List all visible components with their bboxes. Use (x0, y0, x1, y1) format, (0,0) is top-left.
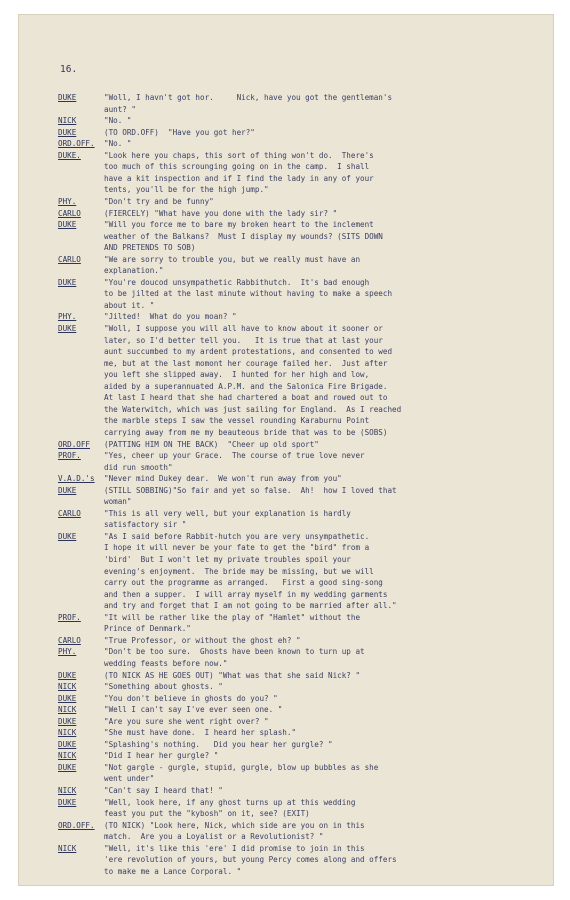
dialogue-text: "Will you force me to bare my broken heart to the inclement (104, 220, 374, 230)
dialogue-text: later, so I'd better tell you. It is true that at last your (104, 335, 383, 345)
dialogue-text: "No. " (104, 116, 132, 126)
dialogue-text: "No. " (104, 139, 132, 149)
speaker-name: PROF. (58, 612, 81, 622)
speaker-name: DUKE (58, 797, 77, 807)
script-line (18, 311, 554, 322)
script-line (18, 554, 554, 565)
dialogue-text: wedding feasts before now." (104, 658, 228, 668)
speaker-name: V.A.D.'s (58, 474, 95, 484)
dialogue-text: "Are you sure she went right over? " (104, 716, 269, 726)
script-line (18, 797, 554, 808)
script-line (18, 138, 554, 149)
speaker-name: NICK (58, 751, 77, 761)
script-line (18, 866, 554, 877)
script-line (18, 739, 554, 750)
dialogue-text: match. Are you a Loyalist or a Revolutionist? " (104, 832, 324, 842)
speaker-name: PHY. (58, 312, 77, 322)
speaker-name: DUKE (58, 485, 77, 495)
dialogue-text: "Can't say I heard that! " (104, 786, 223, 795)
dialogue-text: "You're doucod unsympathetic Rabbithutch. It's bad enough (104, 277, 370, 287)
page-number: 16. (60, 64, 78, 75)
script-line (18, 600, 554, 611)
script-line (18, 542, 554, 553)
speaker-name: CARLO (58, 254, 81, 264)
speaker-name: PROF. (58, 451, 81, 461)
dialogue-text: "This is all very well, but your explanation is hardly (104, 508, 351, 518)
script-line (18, 265, 554, 276)
dialogue-text: "Don't be too sure. Ghosts have been known to turn up at (104, 647, 365, 657)
script-line (18, 115, 554, 126)
script-line (18, 358, 554, 369)
script-line (18, 462, 554, 473)
script-line (18, 288, 554, 299)
dialogue-text: woman" (104, 497, 132, 507)
script-line (18, 612, 554, 623)
script-line (18, 196, 554, 207)
speaker-name: ORD.OFF. (58, 820, 95, 830)
dialogue-text: (TO NICK) "Look here, Nick, which side are you on in this (104, 820, 365, 830)
speaker-name: NICK (58, 786, 77, 795)
speaker-name: NICK (58, 116, 77, 126)
script-line (18, 346, 554, 357)
speaker-name: DUKE (58, 531, 77, 541)
speaker-name: NICK (58, 728, 77, 738)
speaker-name: PHY. (58, 196, 77, 206)
script-line (18, 716, 554, 727)
dialogue-text: explanation." (104, 266, 164, 276)
dialogue-text: "Never mind Dukey dear. We won't run away from you" (104, 474, 342, 484)
dialogue-text: went under" (104, 774, 155, 784)
script-line (18, 254, 554, 265)
script-line (18, 623, 554, 634)
script-line (18, 473, 554, 484)
speaker-name: CARLO (58, 508, 81, 518)
script-line (18, 208, 554, 219)
speaker-name: DUKE (58, 220, 77, 230)
dialogue-text: Prince of Denmark." (104, 624, 191, 634)
dialogue-text: "Well, look here, if any ghost turns up at this wedding (104, 797, 356, 807)
script-line (18, 161, 554, 172)
script-line (18, 496, 554, 507)
script-line (18, 646, 554, 657)
speaker-name: DUKE (58, 716, 77, 726)
script-line (18, 681, 554, 692)
dialogue-text: carry out the programme as arranged. First a good sing-song (104, 578, 383, 588)
speaker-name: CARLO (58, 208, 81, 218)
dialogue-text: "As I said before Rabbit-hutch you are very unsympathetic. (104, 531, 370, 541)
script-line (18, 300, 554, 311)
dialogue-text: satisfactory sir " (104, 520, 187, 530)
script-line (18, 415, 554, 426)
script-line (18, 820, 554, 831)
dialogue-text: aunt? " (104, 104, 137, 114)
dialogue-text: evening's enjoyment. The bride may be missing, but we will (104, 566, 374, 576)
dialogue-text: (TO ORD.OFF) "Have you got her?" (104, 127, 255, 137)
speaker-name: DUKE (58, 739, 77, 749)
dialogue-text: too much of this scrounging going on in the camp. I shall (104, 162, 370, 172)
script-line (18, 519, 554, 530)
dialogue-text: to make me a Lance Corporal. " (104, 866, 242, 876)
dialogue-text: "Look here you chaps, this sort of thing won't do. There's (104, 150, 374, 160)
dialogue-text: 'ere revolution of yours, but young Percy comes along and offers (104, 855, 397, 865)
script-line (18, 589, 554, 600)
dialogue-text: have a kit inspection and if I find the lady in any of your (104, 173, 374, 183)
dialogue-text: (TO NICK AS HE GOES OUT) "What was that she said Nick? " (104, 670, 361, 680)
dialogue-text: "Did I hear her gurgle? " (104, 751, 219, 761)
speaker-name: NICK (58, 682, 77, 692)
script-line (18, 843, 554, 854)
script-line (18, 104, 554, 115)
speaker-name: DUKE (58, 670, 77, 680)
script-line (18, 219, 554, 230)
dialogue-text: At last I heard that she had chartered a boat and rowed out to (104, 393, 388, 403)
dialogue-text: "Yes, cheer up your Grace. The course of true love never (104, 451, 365, 461)
script-line (18, 323, 554, 334)
typed-page (18, 14, 554, 886)
dialogue-text: tents, you'll be for the high jump." (104, 185, 269, 195)
dialogue-text: and try and forget that I am not going to be married after all." (104, 601, 397, 611)
script-line (18, 381, 554, 392)
script-line (18, 577, 554, 588)
script-line (18, 773, 554, 784)
speaker-name: ORD.OFF (58, 439, 91, 449)
script-line (18, 150, 554, 161)
script-line (18, 369, 554, 380)
dialogue-text: "Jilted! What do you moan? " (104, 312, 237, 322)
dialogue-text: "We are sorry to trouble you, but we really must have an (104, 254, 361, 264)
script-line (18, 762, 554, 773)
speaker-name: DUKE. (58, 150, 81, 160)
dialogue-text: "Something about ghosts. " (104, 682, 223, 692)
dialogue-text: to be jilted at the last minute without having to make a speech (104, 289, 393, 299)
script-line (18, 727, 554, 738)
script-line (18, 127, 554, 138)
script-line (18, 173, 554, 184)
script-line (18, 231, 554, 242)
script-line (18, 508, 554, 519)
dialogue-text: (STILL SOBBING)"So fair and yet so false. Ah! how I loved that (104, 485, 397, 495)
dialogue-text: "She must have done. I heard her splash." (104, 728, 297, 738)
speaker-name: DUKE (58, 277, 77, 287)
script-line (18, 485, 554, 496)
script-line (18, 693, 554, 704)
speaker-name: NICK (58, 705, 77, 715)
dialogue-text: (FIERCELY) "What have you done with the lady sir? " (104, 208, 338, 218)
script-line (18, 854, 554, 865)
script-line (18, 277, 554, 288)
dialogue-text: feast you put the "kybosh" on it, see? (EXIT) (104, 809, 310, 819)
script-line (18, 531, 554, 542)
dialogue-text: "Splashing's nothing. Did you hear her gurgle? " (104, 739, 333, 749)
script-line (18, 242, 554, 253)
speaker-name: DUKE (58, 93, 77, 102)
dialogue-text: "Not gargle - gurgle, stupid, gurgle, blow up bubbles as she (104, 762, 379, 772)
dialogue-text: you left she slipped away. I hunted for her high and low, (104, 370, 370, 380)
dialogue-text: "Well, it's like this 'ere' I did promise to join in this (104, 843, 365, 853)
script-line (18, 658, 554, 669)
dialogue-text: "True Professor, or without the ghost eh? " (104, 635, 301, 645)
script-line (18, 184, 554, 195)
dialogue-text: I hope it will never be your fate to get the "bird" from a (104, 543, 370, 553)
dialogue-text: about it. " (104, 300, 155, 310)
dialogue-text: weather of the Balkans? Must I display my wounds? (SITS DOWN (104, 231, 383, 241)
script-line (18, 92, 554, 103)
speaker-name: DUKE (58, 762, 77, 772)
dialogue-text: did run smooth" (104, 462, 173, 472)
script-line (18, 785, 554, 796)
script-line (18, 450, 554, 461)
dialogue-text: the Waterwitch, which was just sailing for England. As I reached (104, 404, 402, 414)
speaker-name: DUKE (58, 693, 77, 703)
dialogue-text: 'bird' But I won't let my private troubles spoil your (104, 555, 351, 564)
dialogue-text: and then a supper. I will array myself in my wedding garments (104, 589, 388, 599)
script-line (18, 808, 554, 819)
dialogue-text: "You don't believe in ghosts do you? " (104, 693, 278, 703)
dialogue-text: "Well I can't say I've ever seen one. " (104, 705, 283, 715)
speaker-name: PHY. (58, 647, 77, 657)
script-line (18, 404, 554, 415)
script-line (18, 670, 554, 681)
dialogue-text: "Don't try and be funny" (104, 196, 214, 206)
dialogue-text: aunt succumbed to my ardent protestations, and consented to wed (104, 347, 393, 357)
dialogue-text: "Woll, I suppose you will all have to know about it sooner or (104, 324, 383, 333)
script-line (18, 566, 554, 577)
speaker-name: CARLO (58, 635, 81, 645)
dialogue-text: the marble steps I saw the vessel rounding Karaburnu Point (104, 416, 370, 426)
script-line (18, 392, 554, 403)
script-line (18, 427, 554, 438)
dialogue-text: AND PRETENDS TO SOB) (104, 243, 196, 253)
dialogue-text: aided by a superannuated A.P.M. and the Salonica Fire Brigade. (104, 381, 388, 391)
speaker-name: DUKE (58, 127, 77, 137)
dialogue-text: "It will be rather like the play of "Hamlet" without the (104, 612, 361, 622)
dialogue-text: me, but at the last momont her courage failed her. Just after (104, 358, 388, 368)
script-line (18, 335, 554, 346)
script-line (18, 635, 554, 646)
script-line (18, 704, 554, 715)
script-line (18, 439, 554, 450)
dialogue-text: (PATTING HIM ON THE BACK) "Cheer up old sport" (104, 439, 319, 449)
script-line (18, 750, 554, 761)
speaker-name: NICK (58, 843, 77, 853)
script-line (18, 831, 554, 842)
speaker-name: ORD.OFF. (58, 139, 95, 149)
speaker-name: DUKE (58, 324, 77, 333)
dialogue-text: "Woll, I havn't got hor. Nick, have you got the gentleman's (104, 93, 393, 102)
dialogue-text: carrying away from me my beauteous bride that was to be (SOBS) (104, 427, 388, 437)
